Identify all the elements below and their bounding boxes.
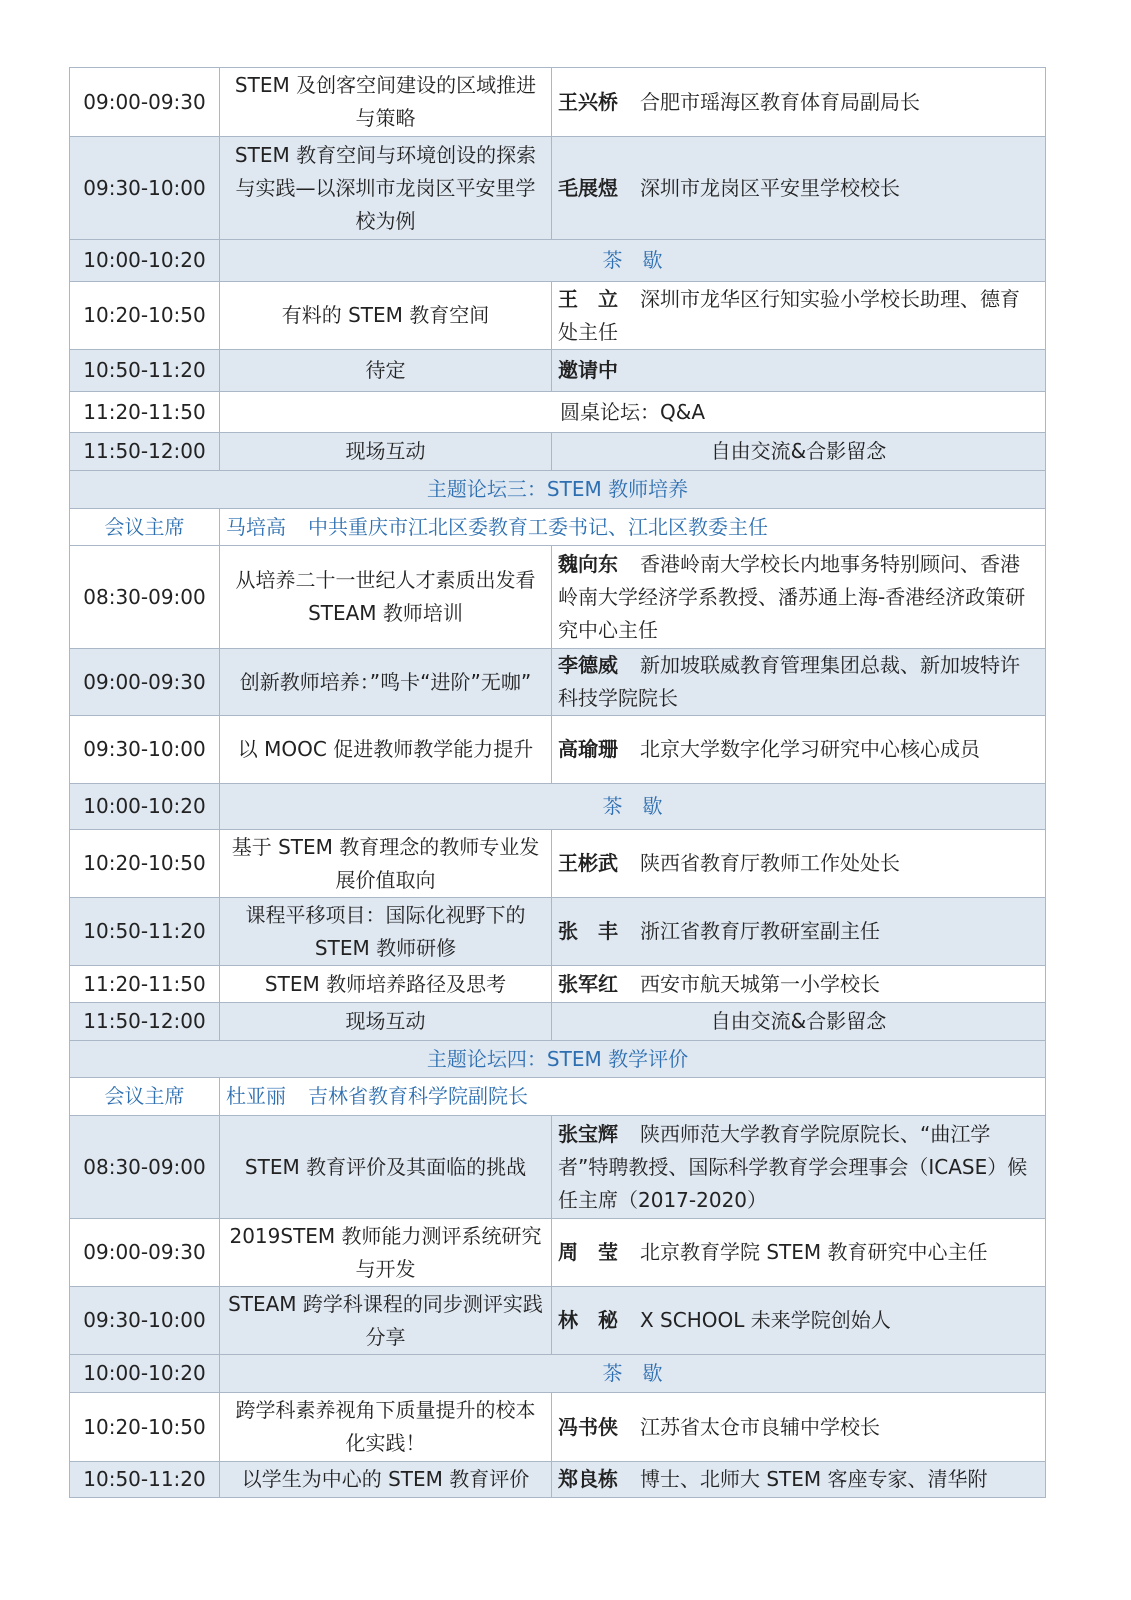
topic-cell: 从培养二十一世纪人才素质出发看 STEAM 教师培训 bbox=[220, 546, 552, 649]
table-row bbox=[70, 350, 1046, 392]
speaker-name: 郑良栋 bbox=[558, 1467, 618, 1491]
time-cell: 10:00-10:20 bbox=[70, 240, 220, 282]
chair-name: 杜亚丽 bbox=[226, 1084, 286, 1108]
topic-cell: STEM 教师培养路径及思考 bbox=[220, 966, 552, 1003]
time-cell: 09:30-10:00 bbox=[70, 716, 220, 784]
table-row bbox=[70, 966, 1046, 1003]
speaker-name: 林 秘 bbox=[558, 1308, 618, 1332]
roundtable-cell: 圆桌论坛：Q&A bbox=[220, 392, 1046, 433]
time-cell: 11:20-11:50 bbox=[70, 966, 220, 1003]
chair-title: 中共重庆市江北区委教育工委书记、江北区教委主任 bbox=[308, 514, 768, 539]
speaker-cell bbox=[552, 137, 1046, 240]
topic-cell: 课程平移项目：国际化视野下的 STEM 教师研修 bbox=[220, 898, 552, 966]
speaker-title: 深圳市龙华区行知实验小学校长助理、德育处主任 bbox=[558, 286, 1020, 344]
free-exchange-cell: 自由交流&合影留念 bbox=[552, 1003, 1046, 1041]
speaker-name: 张宝辉 bbox=[558, 1121, 618, 1146]
chair-row bbox=[70, 1078, 1046, 1116]
free-exchange-cell: 自由交流&合影留念 bbox=[552, 433, 1046, 471]
speaker-title: 深圳市龙岗区平安里学校校长 bbox=[640, 175, 900, 200]
table-row bbox=[70, 1003, 1046, 1041]
speaker-cell bbox=[552, 898, 1046, 966]
topic-cell: 现场互动 bbox=[220, 433, 552, 471]
table-row bbox=[70, 1116, 1046, 1219]
speaker-name: 魏向东 bbox=[558, 551, 618, 576]
speaker-name: 李德威 bbox=[558, 653, 618, 677]
time-cell: 10:50-11:20 bbox=[70, 350, 220, 392]
speaker-title: 西安市航天城第一小学校长 bbox=[640, 971, 880, 996]
speaker-cell bbox=[552, 649, 1046, 716]
table-row bbox=[70, 68, 1046, 137]
speaker-cell bbox=[552, 282, 1046, 350]
forum-row bbox=[70, 471, 1046, 509]
chair-row bbox=[70, 509, 1046, 546]
time-cell: 09:30-10:00 bbox=[70, 137, 220, 240]
speaker-title: 浙江省教育厅教研室副主任 bbox=[640, 919, 880, 943]
time-cell: 09:00-09:30 bbox=[70, 649, 220, 716]
topic-cell: STEAM 跨学科课程的同步测评实践分享 bbox=[220, 1287, 552, 1355]
table-row bbox=[70, 830, 1046, 898]
speaker-cell bbox=[552, 1116, 1046, 1219]
speaker-title: 博士、北师大 STEM 客座专家、清华附 bbox=[640, 1467, 988, 1491]
time-cell: 09:30-10:00 bbox=[70, 1287, 220, 1355]
chair-cell bbox=[220, 1078, 1046, 1116]
speaker-name: 王兴桥 bbox=[558, 89, 618, 114]
time-cell: 10:00-10:20 bbox=[70, 1355, 220, 1393]
time-cell: 10:20-10:50 bbox=[70, 830, 220, 898]
topic-cell: 以学生为中心的 STEM 教育评价 bbox=[220, 1462, 552, 1498]
speaker-name: 周 莹 bbox=[558, 1240, 618, 1264]
table-row bbox=[70, 1219, 1046, 1287]
speaker-cell bbox=[552, 1219, 1046, 1287]
table-row bbox=[70, 392, 1046, 433]
topic-cell: 基于 STEM 教育理念的教师专业发展价值取向 bbox=[220, 830, 552, 898]
time-cell: 09:00-09:30 bbox=[70, 1219, 220, 1287]
speaker-cell bbox=[552, 830, 1046, 898]
time-cell: 08:30-09:00 bbox=[70, 1116, 220, 1219]
time-cell: 11:20-11:50 bbox=[70, 392, 220, 433]
agenda-table bbox=[69, 67, 1046, 1498]
speaker-name: 王彬武 bbox=[558, 851, 618, 875]
time-cell: 10:20-10:50 bbox=[70, 1393, 220, 1462]
speaker-name: 张军红 bbox=[558, 971, 618, 996]
tea-break: 茶 歇 bbox=[220, 784, 1046, 830]
table-row bbox=[70, 1355, 1046, 1393]
speaker-cell bbox=[552, 966, 1046, 1003]
table-row bbox=[70, 1462, 1046, 1498]
speaker-title: X SCHOOL 未来学院创始人 bbox=[640, 1308, 891, 1332]
speaker-title: 新加坡联威教育管理集团总裁、新加坡特许科技学院院长 bbox=[558, 653, 1020, 710]
time-cell: 11:50-12:00 bbox=[70, 433, 220, 471]
table-row bbox=[70, 137, 1046, 240]
chair-title: 吉林省教育科学院副院长 bbox=[308, 1084, 528, 1108]
forum-title: 主题论坛三：STEM 教师培养 bbox=[70, 471, 1046, 509]
topic-cell: 跨学科素养视角下质量提升的校本化实践！ bbox=[220, 1393, 552, 1462]
table-row bbox=[70, 240, 1046, 282]
speaker-name: 邀请中 bbox=[558, 358, 618, 382]
tea-break: 茶 歇 bbox=[220, 240, 1046, 282]
time-cell: 10:20-10:50 bbox=[70, 282, 220, 350]
topic-cell: 创新教师培养：”鸣卡“进阶”无咖” bbox=[220, 649, 552, 716]
time-cell: 08:30-09:00 bbox=[70, 546, 220, 649]
topic-cell: 以 MOOC 促进教师教学能力提升 bbox=[220, 716, 552, 784]
topic-cell: STEM 及创客空间建设的区域推进与策略 bbox=[220, 68, 552, 137]
time-cell: 11:50-12:00 bbox=[70, 1003, 220, 1041]
speaker-cell bbox=[552, 716, 1046, 784]
topic-cell: 待定 bbox=[220, 350, 552, 392]
speaker-name: 张 丰 bbox=[558, 919, 618, 943]
chair-cell bbox=[220, 509, 1046, 546]
table-row bbox=[70, 716, 1046, 784]
chair-label: 会议主席 bbox=[70, 1078, 220, 1116]
chair-name: 马培高 bbox=[226, 514, 286, 539]
table-row bbox=[70, 282, 1046, 350]
table-row bbox=[70, 433, 1046, 471]
time-cell: 09:00-09:30 bbox=[70, 68, 220, 137]
speaker-title: 陕西师范大学教育学院原院长、“曲江学者”特聘教授、国际科学教育学会理事会（ICASE）候任主席（2017-2020） bbox=[558, 1121, 1028, 1212]
time-cell: 10:50-11:20 bbox=[70, 1462, 220, 1498]
topic-cell: 现场互动 bbox=[220, 1003, 552, 1041]
speaker-title: 陕西省教育厅教师工作处处长 bbox=[640, 851, 900, 875]
speaker-name: 冯书侠 bbox=[558, 1414, 618, 1439]
table-row bbox=[70, 784, 1046, 830]
speaker-name: 王 立 bbox=[558, 286, 618, 311]
speaker-title: 合肥市瑶海区教育体育局副局长 bbox=[640, 89, 920, 114]
time-cell: 10:50-11:20 bbox=[70, 898, 220, 966]
table-row bbox=[70, 1287, 1046, 1355]
speaker-title: 北京教育学院 STEM 教育研究中心主任 bbox=[640, 1240, 988, 1264]
speaker-name: 高瑜珊 bbox=[558, 737, 618, 761]
forum-title: 主题论坛四：STEM 教学评价 bbox=[70, 1041, 1046, 1078]
speaker-title: 香港岭南大学校长内地事务特别顾问、香港岭南大学经济学系教授、潘苏通上海-香港经济政策研究中心主任 bbox=[558, 551, 1026, 642]
speaker-cell bbox=[552, 350, 1046, 392]
table-row bbox=[70, 546, 1046, 649]
speaker-title: 北京大学数字化学习研究中心核心成员 bbox=[640, 737, 980, 761]
time-cell: 10:00-10:20 bbox=[70, 784, 220, 830]
topic-cell: STEM 教育评价及其面临的挑战 bbox=[220, 1116, 552, 1219]
speaker-cell bbox=[552, 546, 1046, 649]
agenda-body bbox=[70, 68, 1046, 1498]
table-row bbox=[70, 898, 1046, 966]
speaker-cell bbox=[552, 1462, 1046, 1498]
speaker-cell bbox=[552, 1287, 1046, 1355]
forum-row bbox=[70, 1041, 1046, 1078]
speaker-name: 毛展煜 bbox=[558, 175, 618, 200]
tea-break: 茶 歇 bbox=[220, 1355, 1046, 1393]
speaker-title: 江苏省太仓市良辅中学校长 bbox=[640, 1414, 880, 1439]
speaker-cell bbox=[552, 68, 1046, 137]
chair-label: 会议主席 bbox=[70, 509, 220, 546]
speaker-cell bbox=[552, 1393, 1046, 1462]
topic-cell: STEM 教育空间与环境创设的探索与实践—以深圳市龙岗区平安里学校为例 bbox=[220, 137, 552, 240]
table-row bbox=[70, 649, 1046, 716]
topic-cell: 2019STEM 教师能力测评系统研究与开发 bbox=[220, 1219, 552, 1287]
table-row bbox=[70, 1393, 1046, 1462]
topic-cell: 有料的 STEM 教育空间 bbox=[220, 282, 552, 350]
